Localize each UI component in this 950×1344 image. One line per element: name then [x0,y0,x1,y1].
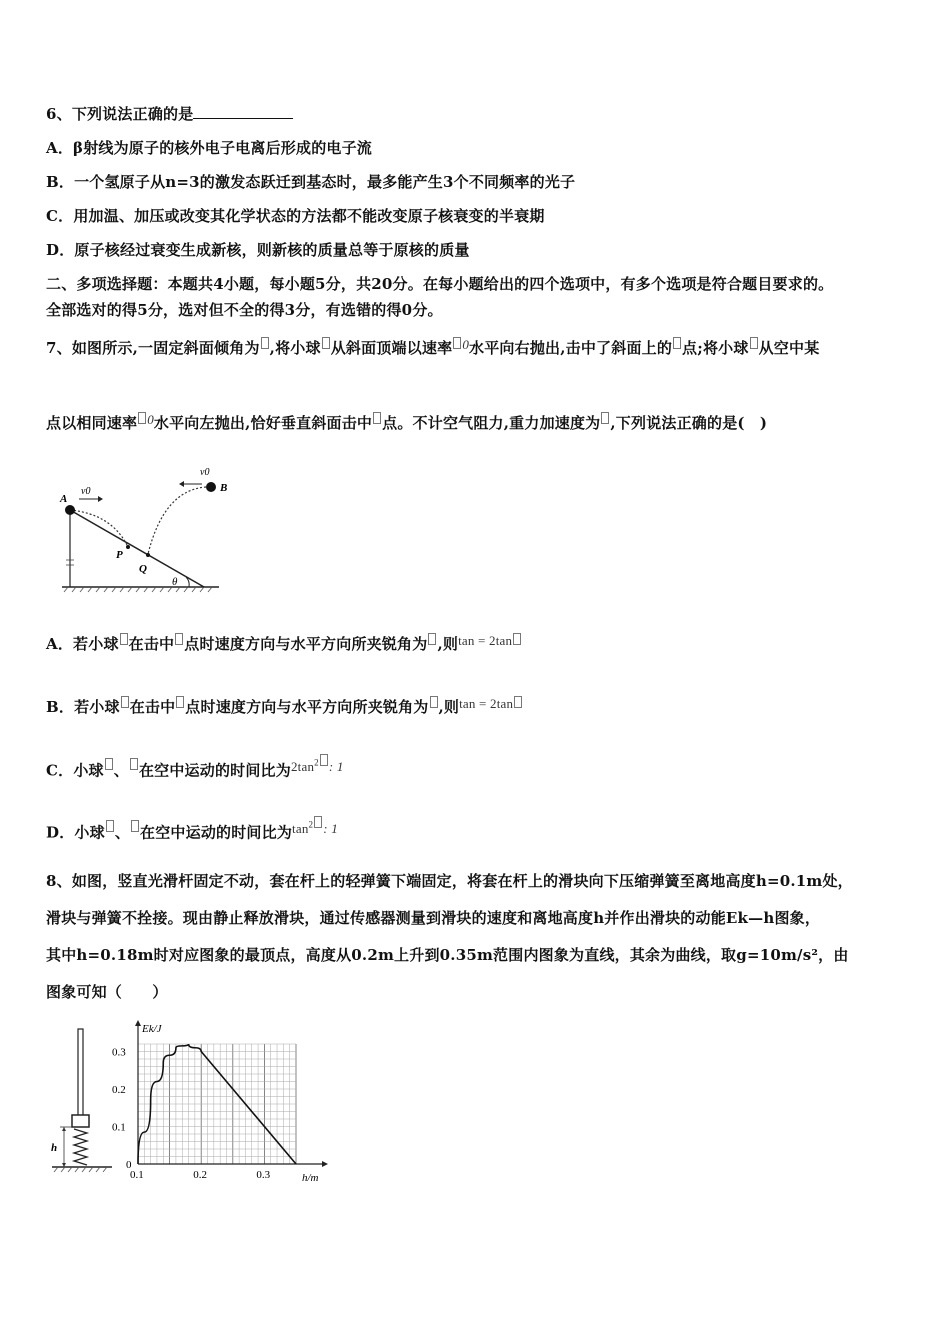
missing-symbol-icon [750,337,758,349]
missing-symbol-icon [131,820,139,832]
vertical-rod [78,1029,83,1117]
label-p: P [116,549,123,561]
label-a: A [60,493,68,505]
label-b: B [220,482,228,494]
label-v0-a: v0 [81,486,91,497]
ball-b [206,482,216,492]
missing-symbol-icon [428,633,436,645]
label-theta: θ [172,576,178,588]
missing-symbol-icon [514,696,522,708]
label-q: Q [139,563,147,575]
answer-blank [193,104,293,119]
y-tick-label: 0.2 [112,1084,126,1096]
y-axis-label: Ek/J [142,1023,162,1035]
q7-option-c: C．小球 、 在空中运动的时间比为$2\tan^2$ : 1 [46,758,344,780]
q6-stem: 6、下列说法正确的是 [46,103,293,124]
missing-symbol-icon [130,758,138,770]
x-tick-label: 0.1 [130,1169,144,1181]
q7-stem-line2: 点以相同速率 0水平向左抛出,恰好垂直斜面击中 点。不计空气阻力,重力加速度为 ,下列说法正确的是( ) [46,412,768,432]
q8-stem-line1: 8、如图，竖直光滑杆固定不动，套在杆上的轻弹簧下端固定，将套在杆上的滑块向下压缩弹簧至离地高度h=0.1m处， [46,872,853,890]
missing-symbol-icon [320,754,328,766]
slider-block [72,1115,89,1127]
q7-incline-figure [54,462,234,594]
missing-symbol-icon [453,337,461,349]
x-axis-label: h/m [302,1172,319,1184]
spring [74,1129,87,1165]
missing-symbol-icon [120,633,128,645]
q7-stem-line1: 7、如图所示,一固定斜面倾角为 ,将小球 从斜面顶端以速率 0水平向右抛出,击中了斜面上的 点;将小球 从空中某 [46,337,820,357]
missing-symbol-icon [261,337,269,349]
point-q [146,553,150,557]
x-tick-label: 0.2 [193,1169,207,1181]
missing-symbol-icon [138,412,146,424]
missing-symbol-icon [121,696,129,708]
y-axis-arrow-icon [135,1020,141,1026]
q6-option-c: C．用加温、加压或改变其化学状态的方法都不能改变原子核衰变的半衰期 [46,207,545,225]
missing-symbol-icon [175,633,183,645]
missing-symbol-icon [314,816,322,828]
q8-stem-line4: 图象可知（ ） [46,983,168,1001]
q7-option-b: B．若小球 在击中 点时速度方向与水平方向所夹锐角为 ,则tan = 2tan [46,696,523,717]
missing-symbol-icon [673,337,681,349]
section2-heading: 二、多项选择题：本题共4小题，每小题5分，共20分。在每小题给出的四个选项中，有多个选项是符合题目要求的。 [46,275,834,293]
arrow-left-icon [179,481,184,487]
x-axis-arrow-icon [322,1161,328,1167]
y-tick-label: 0 [126,1159,132,1171]
q6-option-d: D．原子核经过衰变生成新核，则新核的质量总等于原核的质量 [46,241,470,259]
x-tick-label: 0.3 [256,1169,271,1181]
missing-symbol-icon [430,696,438,708]
q8-stem-line3: 其中h=0.18m时对应图象的最顶点，高度从0.2m上升到0.35m范围内图象为直线，其余为曲线，取g=10m/s²，由 [46,946,849,964]
missing-symbol-icon [373,412,381,424]
chart-grid [138,1044,296,1164]
ek-h-chart [110,1018,340,1190]
y-tick-label: 0.3 [112,1046,126,1059]
formula: $2\tan^2$ : 1 [291,759,344,774]
section2-rules: 全部选对的得5分，选对但不全的得3分，有选错的得0分。 [46,301,443,319]
q6-option-b: B．一个氢原子从n=3的激发态跃迁到基态时，最多能产生3个不同频率的光子 [46,173,576,191]
trajectory-b [148,487,206,554]
missing-symbol-icon [106,820,114,832]
ball-a [65,505,75,515]
arrow-right-icon [98,496,103,502]
incline-surface [70,510,204,587]
q7-option-a: A．若小球 在击中 点时速度方向与水平方向所夹锐角为 ,则tan = 2tan [46,633,522,654]
missing-symbol-icon [176,696,184,708]
q8-stem-line2: 滑块与弹簧不拴接。现由静止释放滑块，通过传感器测量到滑块的速度和离地高度h并作出滑块的动能Ek—h图象， [46,909,821,927]
missing-symbol-icon [322,337,330,349]
label-v0-b: v0 [200,467,210,478]
point-p [126,545,130,549]
y-tick-label: 0.1 [112,1121,126,1134]
formula: tan = 2tan [458,633,513,648]
q7-option-d: D．小球 、 在空中运动的时间比为$\tan^2$ : 1 [46,820,338,842]
missing-symbol-icon [601,412,609,424]
missing-symbol-icon [105,758,113,770]
label-h: h [51,1142,58,1154]
formula: $\tan^2$ : 1 [292,821,338,836]
formula: tan = 2tan [459,696,514,711]
q6-option-a: A．β射线为原子的核外电子电离后形成的电子流 [46,139,373,157]
missing-symbol-icon [513,633,521,645]
